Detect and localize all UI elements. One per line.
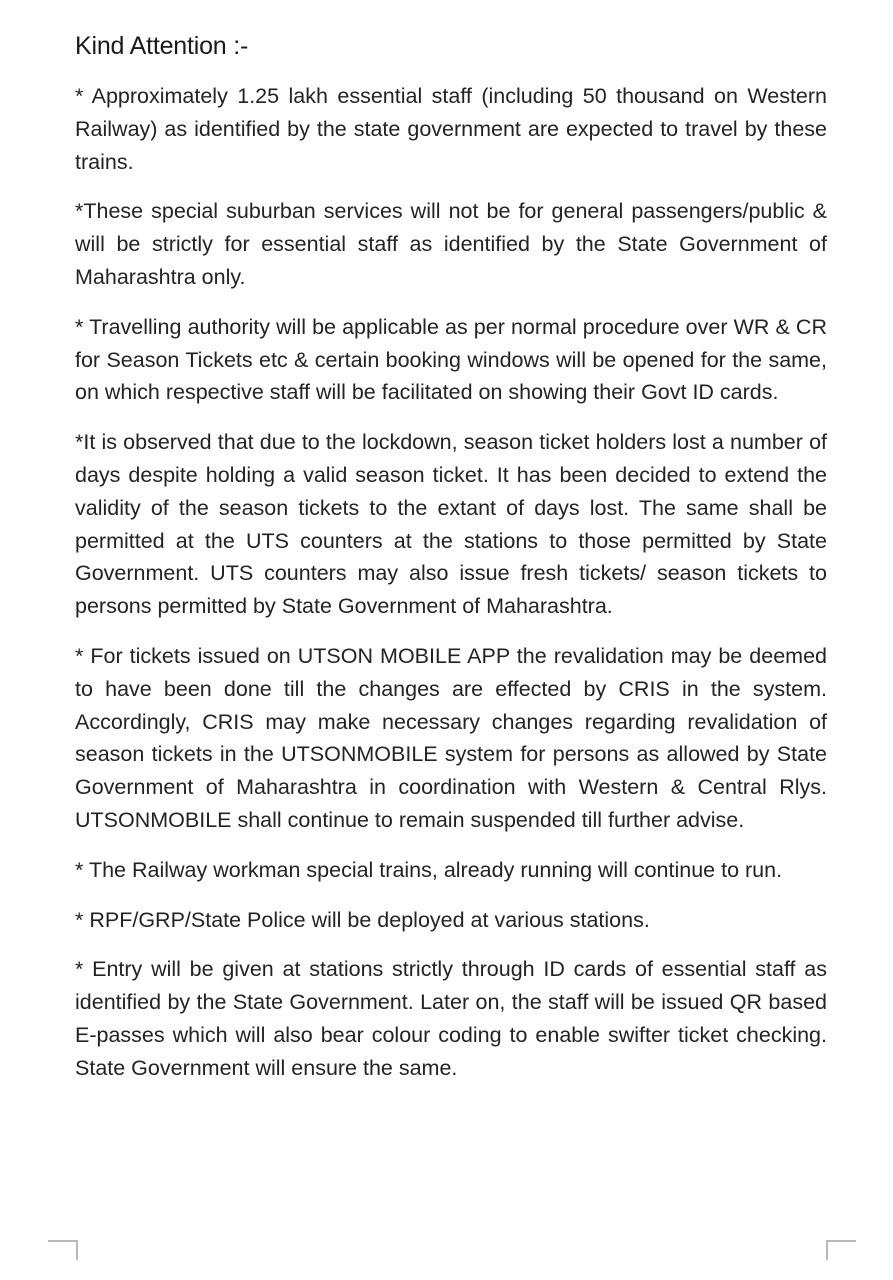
paragraph-season-ticket-validity: *It is observed that due to the lockdown, season ticket holders lost a number of days despite holding a valid season ticket. It has been decided to extend the validity of the season tickets to the extant of days lost. The same shall be permitted at the UTS counters at the stations to those permitted by State Government. UTS counters may also issue fresh tickets/ season tickets to persons permitted by State Government of Maharashtra. [75, 430, 827, 619]
paragraph-mobile-app: * For tickets issued on UTSON MOBILE APP the revalidation may be deemed to have been done till the changes are effected by CRIS in the system. Accordingly, CRIS may make necessary changes regarding revalidation of season tickets in the UTSONMOBILE system for persons as allowed by State Government of Maharashtra in coordination with Western & Central Rlys. UTSONMOBILE shall continue to remain suspended till further advise. [75, 643, 827, 832]
page-corner-mark-left [48, 1240, 78, 1260]
paragraph-police-deployment: * RPF/GRP/State Police will be deployed at various stations. [75, 907, 650, 932]
page-corner-mark-right [826, 1240, 856, 1260]
paragraph-workman-trains: * The Railway workman special trains, already running will continue to run. [75, 857, 783, 882]
document-heading: Kind Attention :- [75, 32, 249, 60]
paragraph-entry-id-cards: * Entry will be given at stations strictly through ID cards of essential staff as identified by the State Government. Later on, the staff will be issued QR based E-passes which will also bear colour coding to enable swifter ticket checking. State Government will ensure the same. [75, 957, 827, 1080]
paragraph-special-services: *These special suburban services will not be for general passengers/public & will be strictly for essential staff as identified by the State Government of Maharashtra only. [75, 199, 827, 289]
document-page [75, 28, 827, 1102]
paragraph-essential-staff: * Approximately 1.25 lakh essential staff (including 50 thousand on Western Railway) as identified by the state government are expected to travel by these trains. [75, 84, 827, 174]
paragraph-travelling-authority: * Travelling authority will be applicable as per normal procedure over WR & CR for Season Tickets etc & certain booking windows will be opened for the same, on which respective staff will be facilitated on showing their Govt ID cards. [75, 314, 827, 405]
